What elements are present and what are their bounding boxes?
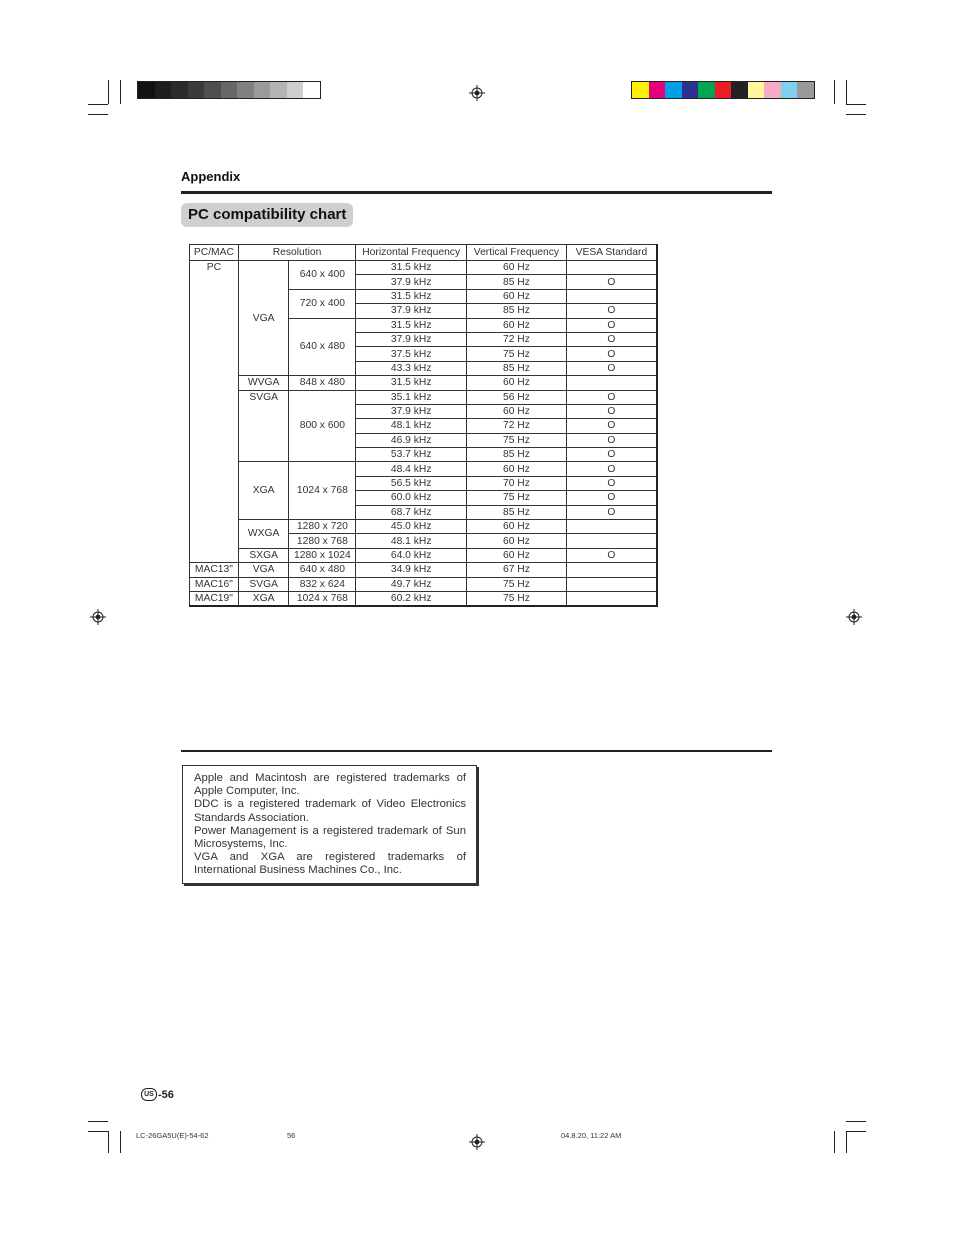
color-swatch (204, 82, 221, 98)
vfreq-cell: 75 Hz (467, 347, 567, 361)
resolution-cell: 832 x 624 (289, 577, 356, 591)
vesa-cell: O (566, 275, 657, 289)
vesa-cell (566, 534, 657, 548)
table-row (190, 261, 658, 275)
hfreq-cell: 31.5 kHz (356, 289, 467, 303)
resolution-cell: 1280 x 768 (289, 534, 356, 548)
vesa-cell (566, 289, 657, 303)
hfreq-cell: 37.9 kHz (356, 275, 467, 289)
hfreq-cell: 48.4 kHz (356, 462, 467, 476)
color-swatch (781, 82, 798, 98)
vfreq-cell: 70 Hz (467, 476, 567, 490)
vfreq-cell: 60 Hz (467, 289, 567, 303)
color-swatch (649, 82, 666, 98)
column-header-resolution: Resolution (238, 245, 355, 261)
crop-mark (88, 1121, 108, 1122)
mode-cell: SVGA (238, 577, 289, 591)
vesa-cell: O (566, 548, 657, 562)
crop-mark (846, 114, 866, 115)
vesa-cell: O (566, 491, 657, 505)
column-header-vesa-standard: VESA Standard (566, 245, 657, 261)
color-swatch (171, 82, 188, 98)
hfreq-cell: 34.9 kHz (356, 563, 467, 577)
vfreq-cell: 60 Hz (467, 318, 567, 332)
vesa-cell: O (566, 332, 657, 346)
vesa-cell (566, 591, 657, 606)
vesa-cell: O (566, 505, 657, 519)
vfreq-cell: 56 Hz (467, 390, 567, 404)
hfreq-cell: 56.5 kHz (356, 476, 467, 490)
registration-mark-icon (846, 609, 862, 625)
crop-mark (834, 80, 835, 104)
vesa-cell: O (566, 476, 657, 490)
vesa-cell: O (566, 419, 657, 433)
hfreq-cell: 37.9 kHz (356, 332, 467, 346)
color-swatch (138, 82, 155, 98)
pc-compatibility-table (189, 244, 658, 607)
page-number-text: -56 (158, 1088, 174, 1101)
vfreq-cell: 85 Hz (467, 275, 567, 289)
color-swatch (188, 82, 205, 98)
section-divider (181, 191, 772, 194)
color-swatch (632, 82, 649, 98)
mode-cell: SVGA (238, 390, 289, 462)
vesa-cell: O (566, 347, 657, 361)
color-swatch (797, 82, 814, 98)
trademark-note: DDC is a registered trademark of Video Electronics Standards Association. (194, 798, 466, 824)
crop-mark (846, 1131, 847, 1153)
crop-mark (108, 1131, 109, 1153)
color-swatch (698, 82, 715, 98)
crop-mark (846, 104, 866, 105)
table-row (190, 376, 658, 390)
color-swatch (155, 82, 172, 98)
hfreq-cell: 53.7 kHz (356, 448, 467, 462)
vfreq-cell: 72 Hz (467, 419, 567, 433)
vfreq-cell: 75 Hz (467, 591, 567, 606)
vesa-cell (566, 563, 657, 577)
trademark-note: Apple and Macintosh are registered trademarks of Apple Computer, Inc. (194, 772, 466, 798)
hfreq-cell: 49.7 kHz (356, 577, 467, 591)
crop-mark (834, 1131, 835, 1153)
color-swatch (731, 82, 748, 98)
column-header-pc-mac: PC/MAC (190, 245, 239, 261)
vesa-cell: O (566, 433, 657, 447)
color-swatch (715, 82, 732, 98)
vesa-cell: O (566, 390, 657, 404)
hfreq-cell: 37.5 kHz (356, 347, 467, 361)
hfreq-cell: 31.5 kHz (356, 376, 467, 390)
vfreq-cell: 67 Hz (467, 563, 567, 577)
vesa-cell: O (566, 462, 657, 476)
resolution-cell: 1024 x 768 (289, 591, 356, 606)
table-row (190, 577, 658, 591)
resolution-cell: 640 x 480 (289, 318, 356, 376)
hfreq-cell: 68.7 kHz (356, 505, 467, 519)
hfreq-cell: 31.5 kHz (356, 318, 467, 332)
vesa-cell: O (566, 448, 657, 462)
hfreq-cell: 31.5 kHz (356, 261, 467, 275)
vfreq-cell: 60 Hz (467, 462, 567, 476)
resolution-cell: 640 x 480 (289, 563, 356, 577)
color-swatch (682, 82, 699, 98)
crop-mark (88, 114, 108, 115)
mode-cell: VGA (238, 261, 289, 376)
vfreq-cell: 85 Hz (467, 361, 567, 375)
hfreq-cell: 64.0 kHz (356, 548, 467, 562)
crop-mark (846, 80, 847, 104)
vfreq-cell: 60 Hz (467, 261, 567, 275)
section-divider (181, 750, 772, 752)
mode-cell: WXGA (238, 520, 289, 549)
mode-cell: XGA (238, 462, 289, 520)
resolution-cell: 848 x 480 (289, 376, 356, 390)
hfreq-cell: 45.0 kHz (356, 520, 467, 534)
vfreq-cell: 85 Hz (467, 448, 567, 462)
table-row (190, 591, 658, 606)
mac-group-cell: MAC16" (190, 577, 239, 591)
trademark-note: Power Management is a registered trademark of Sun Microsystems, Inc. (194, 824, 466, 851)
hfreq-cell: 48.1 kHz (356, 534, 467, 548)
hfreq-cell: 37.9 kHz (356, 404, 467, 418)
vfreq-cell: 72 Hz (467, 332, 567, 346)
registration-mark-icon (469, 85, 485, 101)
vfreq-cell: 60 Hz (467, 376, 567, 390)
us-region-badge-icon: US (141, 1088, 157, 1101)
table-row (190, 548, 658, 562)
vfreq-cell: 60 Hz (467, 520, 567, 534)
mode-cell: VGA (238, 563, 289, 577)
resolution-cell: 1280 x 1024 (289, 548, 356, 562)
registration-mark-icon (469, 1134, 485, 1150)
vfreq-cell: 60 Hz (467, 534, 567, 548)
hfreq-cell: 35.1 kHz (356, 390, 467, 404)
color-swatch (254, 82, 271, 98)
grayscale-calibration-bar (137, 81, 321, 99)
color-swatch (748, 82, 765, 98)
vesa-cell: O (566, 404, 657, 418)
resolution-cell: 800 x 600 (289, 390, 356, 462)
resolution-cell: 640 x 400 (289, 261, 356, 290)
crop-mark (88, 104, 108, 105)
table-header-row (190, 245, 658, 261)
color-swatch (270, 82, 287, 98)
mode-cell: SXGA (238, 548, 289, 562)
vesa-cell (566, 520, 657, 534)
hfreq-cell: 46.9 kHz (356, 433, 467, 447)
footer-filename: LC-26GA5U(E)-54-62 (136, 1131, 209, 1140)
trademark-note: VGA and XGA are registered trademarks of International Business Machines Co., Inc. (194, 851, 466, 877)
crop-mark (846, 1121, 866, 1122)
footer-timestamp: 04.8.20, 11:22 AM (561, 1131, 622, 1140)
color-swatch (665, 82, 682, 98)
hfreq-cell: 60.2 kHz (356, 591, 467, 606)
crop-mark (88, 1131, 108, 1132)
resolution-cell: 1280 x 720 (289, 520, 356, 534)
crop-mark (846, 1131, 866, 1132)
hfreq-cell: 48.1 kHz (356, 419, 467, 433)
vfreq-cell: 85 Hz (467, 505, 567, 519)
mac-group-cell: MAC19" (190, 591, 239, 606)
registration-mark-icon (90, 609, 106, 625)
table-row (190, 563, 658, 577)
vesa-cell (566, 261, 657, 275)
vesa-cell (566, 376, 657, 390)
vfreq-cell: 75 Hz (467, 491, 567, 505)
vesa-cell: O (566, 361, 657, 375)
vesa-cell (566, 577, 657, 591)
color-swatch (303, 82, 320, 98)
table-row (190, 462, 658, 476)
section-label: Appendix (181, 169, 241, 184)
color-swatch (287, 82, 304, 98)
table-row (190, 390, 658, 404)
column-header-vertical-frequency: Vertical Frequency (467, 245, 567, 261)
resolution-cell: 1024 x 768 (289, 462, 356, 520)
page-number (141, 1088, 174, 1101)
mode-cell: WVGA (238, 376, 289, 390)
color-swatch (221, 82, 238, 98)
vfreq-cell: 60 Hz (467, 404, 567, 418)
page-title: PC compatibility chart (181, 203, 353, 227)
vfreq-cell: 60 Hz (467, 548, 567, 562)
column-header-horizontal-frequency: Horizontal Frequency (356, 245, 467, 261)
mac-group-cell: MAC13" (190, 563, 239, 577)
mode-cell: XGA (238, 591, 289, 606)
color-swatch (237, 82, 254, 98)
vfreq-cell: 75 Hz (467, 577, 567, 591)
hfreq-cell: 37.9 kHz (356, 304, 467, 318)
table-row (190, 520, 658, 534)
crop-mark (120, 80, 121, 104)
hfreq-cell: 60.0 kHz (356, 491, 467, 505)
resolution-cell: 720 x 400 (289, 289, 356, 318)
crop-mark (120, 1131, 121, 1153)
pc-group-cell: PC (190, 261, 239, 563)
crop-mark (108, 80, 109, 104)
trademark-notes (182, 765, 477, 884)
hfreq-cell: 43.3 kHz (356, 361, 467, 375)
color-swatch (764, 82, 781, 98)
vfreq-cell: 75 Hz (467, 433, 567, 447)
footer-page: 56 (287, 1131, 296, 1140)
vesa-cell: O (566, 318, 657, 332)
color-calibration-bar (631, 81, 815, 99)
vesa-cell: O (566, 304, 657, 318)
vfreq-cell: 85 Hz (467, 304, 567, 318)
